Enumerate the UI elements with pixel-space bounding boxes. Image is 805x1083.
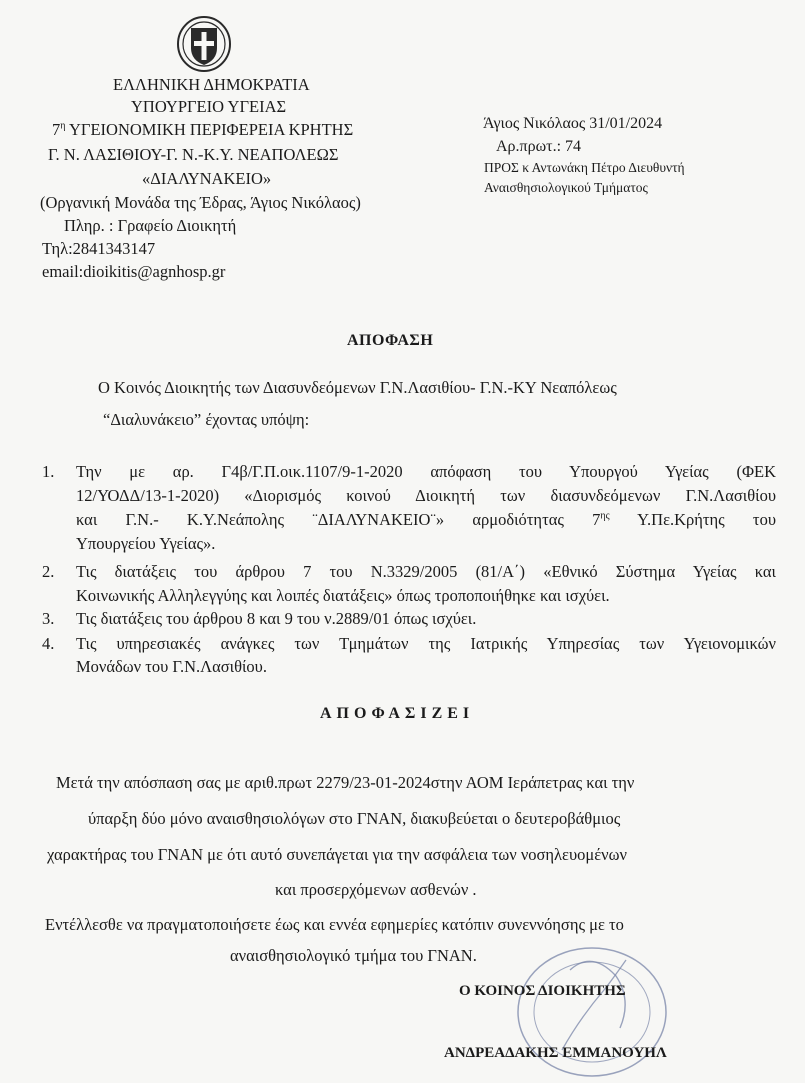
- header-info: Πληρ. : Γραφείο Διοικητή: [64, 216, 237, 235]
- header-phone: Τηλ:2841343147: [42, 239, 156, 258]
- decision-intro-line-1: Ο Κοινός Διοικητής των Διασυνδεόμενων Γ.Ν.Λασιθίου- Γ.Ν.-ΚΥ Νεαπόλεως: [98, 378, 617, 397]
- header-ministry: ΥΠΟΥΡΓΕΙΟ ΥΓΕΙΑΣ: [131, 97, 287, 116]
- header-hospital-name: «ΔΙΑΛΥΝΑΚΕΙΟ»: [142, 169, 272, 188]
- list-item-text: Τις διατάξεις του άρθρου 8 και 9 του ν.2889/01 όπως ισχύει.: [76, 609, 477, 628]
- decides-line-6: αναισθησιολογικό τμήμα του ΓΝΑΝ.: [230, 946, 477, 965]
- header-health-region: $7^\eta$ ΥΓΕΙΟΝΟΜΙΚΗ ΠΕΡΙΦΕΡΕΙΑ ΚΡΗΤΗΣ: [52, 120, 354, 139]
- list-item-number: 2.: [42, 562, 55, 581]
- decision-title: ΑΠΟΦΑΣΗ: [347, 332, 434, 349]
- protocol-number: Αρ.πρωτ.: 74: [496, 138, 582, 155]
- list-item-number: 3.: [42, 609, 55, 628]
- list-item-text: Την με αρ. Γ4β/Γ.Π.οικ.1107/9-1-2020 απόφαση του Υπουργού Υγείας (ΦΕΚ: [76, 462, 776, 481]
- list-item-number: 4.: [42, 634, 55, 653]
- list-item-text: Μονάδων του Γ.Ν.Λασιθίου.: [76, 657, 267, 676]
- signature-role: Ο ΚΟΙΝΟΣ ΔΙΟΙΚΗΤΗΣ: [459, 983, 626, 999]
- list-item-number: 1.: [42, 462, 55, 481]
- header-unit: (Οργανική Μονάδα της Έδρας, Άγιος Νικόλαος): [40, 193, 361, 212]
- list-item-text: Τις διατάξεις του άρθρου 7 του Ν.3329/2005 (81/Α΄) «Εθνικό Σύστημα Υγείας και: [76, 562, 776, 581]
- header-country: ΕΛΛΗΝΙΚΗ ΔΗΜΟΚΡΑΤΙΑ: [113, 75, 310, 94]
- list-item-text: και Γ.Ν.- Κ.Υ.Νεάπολης ¨ΔΙΑΛΥΝΑΚΕΙΟ¨» αρμοδιότητας $7^{\eta\varsigma}$ Υ.Πε.Κρήτης του: [76, 510, 776, 529]
- document-date: Άγιος Νικόλαος 31/01/2024: [483, 115, 663, 132]
- recipient-line-2: Αναισθησιολογικού Τμήματος: [484, 180, 648, 195]
- decides-line-5: Εντέλλεσθε να πραγματοποιήσετε έως και εννέα εφημερίες κατόπιν συνεννόησης με το: [45, 915, 624, 934]
- decides-line-3: χαρακτήρας του ΓΝΑΝ με ότι αυτό συνεπάγεται για την ασφάλεια των νοσηλευομένων: [47, 845, 627, 864]
- header-hospital: Γ. Ν. ΛΑΣΙΘΙΟΥ-Γ. Ν.-Κ.Υ. ΝΕΑΠΟΛΕΩΣ: [48, 145, 339, 164]
- decides-line-2: ύπαρξη δύο μόνο αναισθησιολόγων στο ΓΝΑΝ, διακυβεύεται ο δευτεροβάθμιος: [88, 809, 621, 828]
- header-email: email:dioikitis@agnhosp.gr: [42, 262, 226, 281]
- decides-title: ΑΠΟΦΑΣΙΖΕΙ: [320, 705, 475, 722]
- list-item-text: Κοινωνικής Αλληλεγγύης και λοιπές διατάξεις» όπως τροποποιήθηκε και ισχύει.: [76, 586, 610, 605]
- decision-intro-line-2: “Διαλυνάκειο” έχοντας υπόψη:: [103, 410, 310, 429]
- list-item-text: Τις υπηρεσιακές ανάγκες των Τμημάτων της Ιατρικής Υπηρεσίας των Υγειονομικών: [76, 634, 776, 653]
- list-item-text: Υπουργείου Υγείας».: [76, 534, 216, 553]
- recipient-line-1: ΠΡΟΣ κ Αντωνάκη Πέτρο Διευθυντή: [484, 160, 685, 175]
- greek-coat-of-arms-emblem: [176, 14, 232, 72]
- decides-line-4: και προσερχόμενων ασθενών .: [275, 880, 477, 899]
- list-item-text: 12/ΥΟΔΔ/13-1-2020) «Διορισμός κοινού Διοικητή των διασυνδεόμενων Γ.Ν.Λασιθίου: [76, 486, 776, 505]
- signature-name: ΑΝΔΡΕΑΔΑΚΗΣ ΕΜΜΑΝΟΥΗΛ: [444, 1045, 667, 1061]
- decides-line-1: Μετά την απόσπαση σας με αριθ.πρωτ 2279/23-01-2024στην ΑΟΜ Ιεράπετρας και την: [56, 773, 635, 792]
